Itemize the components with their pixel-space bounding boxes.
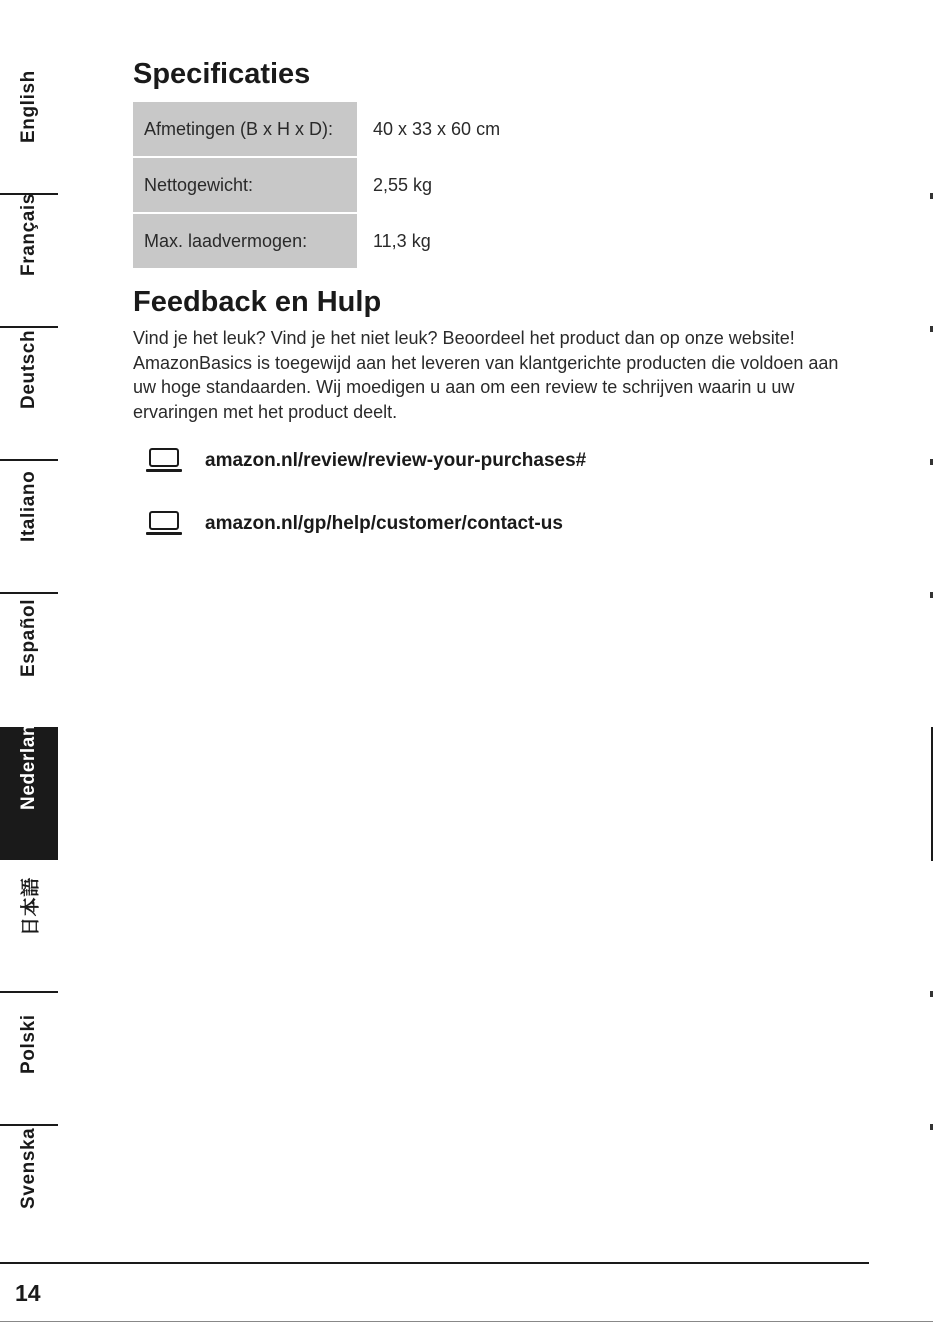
tab-deutsch[interactable]	[0, 328, 58, 461]
table-row	[133, 214, 500, 268]
spec-label: Max. laadvermogen:	[133, 214, 357, 268]
tab-label: Polski	[18, 1014, 39, 1074]
page-number: 14	[15, 1280, 41, 1306]
tab-italiano[interactable]	[0, 461, 58, 594]
spec-value: 40 x 33 x 60 cm	[373, 118, 501, 139]
feedback-paragraph: Vind je het leuk? Vind je het niet leuk? Beoordeel het product dan op onze website! AmazonBasics is toegewijd aan het leveren van klantgerichte producten die voldoen aan uw hoge standaarden. Wij moedigen u aan om een review te schrijven waarin u uw ervaringen met het product deelt.	[133, 328, 839, 422]
spec-label: Nettogewicht:	[133, 158, 357, 212]
tab-japanese[interactable]	[0, 860, 58, 993]
review-link-row	[133, 446, 863, 476]
page-edge	[0, 1321, 933, 1322]
tab-label: Italiano	[18, 470, 39, 542]
tab-nederlands[interactable]	[0, 700, 58, 860]
tab-label: 日本語	[20, 877, 42, 936]
tab-label: Svenska	[18, 1127, 39, 1209]
spec-value: 11,3 kg	[373, 230, 431, 251]
laptop-icon	[146, 448, 182, 474]
tab-label: Français	[18, 193, 39, 276]
tab-label: Español	[18, 598, 39, 677]
contact-link[interactable]: amazon.nl/gp/help/customer/contact-us	[205, 513, 563, 534]
laptop-icon	[146, 511, 182, 537]
contact-link-row	[133, 509, 863, 539]
spec-value: 2,55 kg	[373, 174, 433, 195]
tab-francais[interactable]	[0, 195, 58, 328]
tab-svenska[interactable]	[0, 1126, 58, 1259]
tab-label: Deutsch	[18, 329, 39, 409]
spec-label: Afmetingen (B x H x D):	[133, 102, 357, 156]
feedback-heading: Feedback en Hulp	[133, 286, 382, 318]
tab-label: English	[18, 70, 39, 143]
table-row	[133, 102, 500, 156]
table-row	[133, 158, 500, 212]
tab-label: Nederlands	[18, 700, 39, 810]
tab-english[interactable]	[0, 62, 58, 195]
tab-polski[interactable]	[0, 993, 58, 1126]
review-link[interactable]: amazon.nl/review/review-your-purchases#	[205, 450, 587, 471]
footer-divider	[0, 1262, 869, 1264]
specs-table	[131, 100, 502, 270]
specs-heading: Specificaties	[133, 58, 311, 90]
main-content	[133, 56, 863, 539]
